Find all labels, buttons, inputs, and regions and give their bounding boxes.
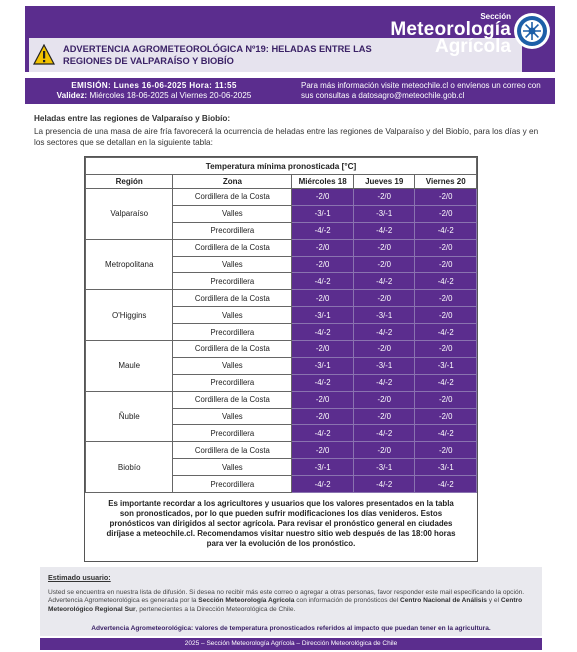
table-header-cell: Miércoles 18 (292, 175, 354, 189)
temperature-cell: -2/0 (292, 239, 354, 256)
temperature-cell: -4/-2 (292, 476, 354, 493)
temperature-cell: -2/0 (292, 290, 354, 307)
contact-info: Para más información visite meteochile.cl o envíenos un correo con sus consultas a datosagro@meteochile.gob.cl (301, 81, 541, 100)
hora-value: 11:55 (214, 81, 237, 90)
table-header-cell: Jueves 19 (353, 175, 415, 189)
brand-name: Meteorología (390, 19, 511, 40)
zone-cell: Cordillera de la Costa (173, 341, 292, 358)
zone-cell: Precordillera (173, 273, 292, 290)
region-cell: Maule (86, 341, 173, 392)
validez-label: Validez: (56, 91, 88, 100)
temperature-cell: -3/-1 (353, 205, 415, 222)
temperature-cell: -2/0 (292, 408, 354, 425)
temperature-cell: -2/0 (415, 442, 477, 459)
zone-cell: Cordillera de la Costa (173, 239, 292, 256)
region-cell: Biobío (86, 442, 173, 493)
table-row (86, 239, 477, 256)
hora-label: Hora: (189, 81, 213, 90)
temperature-cell: -3/-1 (353, 307, 415, 324)
table-row (86, 290, 477, 307)
table-row (86, 391, 477, 408)
temperature-cell: -2/0 (353, 391, 415, 408)
emission-bar (25, 78, 555, 104)
table-caption: Temperatura mínima pronosticada [°C] (86, 158, 477, 175)
temperature-cell: -2/0 (353, 239, 415, 256)
zone-cell: Valles (173, 459, 292, 476)
temperature-cell: -4/-2 (353, 273, 415, 290)
emision-value: Lunes 16-06-2025 (113, 81, 187, 90)
temperature-cell: -2/0 (353, 341, 415, 358)
advisory-title: ADVERTENCIA AGROMETEOROLÓGICA Nº19: HELADAS ENTRE LAS REGIONES DE VALPARAÍSO Y BIOBÍO (63, 44, 372, 66)
zone-cell: Cordillera de la Costa (173, 391, 292, 408)
footer-note: Advertencia Agrometeorológica: valores de temperatura pronosticados referidos al impacto que puedan tener en la agricultura. (91, 625, 491, 632)
temperature-cell: -2/0 (353, 408, 415, 425)
intro-text: La presencia de una masa de aire fría favorecerá la ocurrencia de heladas entre las regiones de Valparaíso y del Biobío, para los días y en los sectores que se detallan en la siguiente tabla: (34, 127, 539, 147)
temperature-cell: -2/0 (415, 341, 477, 358)
emision-label: EMISIÓN: (71, 81, 111, 90)
temperature-cell: -4/-2 (292, 273, 354, 290)
zone-cell: Valles (173, 205, 292, 222)
dmc-logo-icon (513, 12, 551, 50)
temperature-cell: -4/-2 (415, 374, 477, 391)
zone-cell: Precordillera (173, 324, 292, 341)
emission-info (25, 78, 275, 104)
temperature-cell: -4/-2 (353, 425, 415, 442)
temperature-cell: -2/0 (415, 239, 477, 256)
zone-cell: Valles (173, 357, 292, 374)
brand-wordmark (390, 12, 511, 55)
region-cell: Ñuble (86, 391, 173, 442)
temperature-cell: -3/-1 (353, 357, 415, 374)
zone-cell: Cordillera de la Costa (173, 442, 292, 459)
brand-top: Sección (480, 12, 511, 21)
footer-box (40, 567, 542, 636)
temperature-cell: -3/-1 (292, 459, 354, 476)
header-band (25, 6, 555, 72)
temperature-cell: -4/-2 (292, 374, 354, 391)
temperature-cell: -2/0 (415, 189, 477, 206)
temperature-cell: -2/0 (353, 256, 415, 273)
table-header-cell: Zona (173, 175, 292, 189)
table-header-cell: Región (86, 175, 173, 189)
temperature-cell: -4/-2 (415, 273, 477, 290)
temperature-cell: -4/-2 (415, 222, 477, 239)
temperature-cell: -2/0 (415, 290, 477, 307)
temperature-cell: -4/-2 (353, 374, 415, 391)
temperature-cell: -4/-2 (353, 222, 415, 239)
zone-cell: Cordillera de la Costa (173, 189, 292, 206)
brand-sub: Agrícola (434, 36, 511, 57)
forecast-table (85, 157, 477, 493)
footer-text: Usted se encuentra en nuestra lista de difusión. Si desea no recibir más este correo o agregar a otras personas, favor responder este mail especificando la opción. Advertencia Agrometeorológica es generada por la Sección Meteorología Agrícola con información de pronósticos del Centro Nacional de Análisis y el Centro Meteorológico Regional Sur, pertenecientes a la Dirección Meteorológica de Chile. (48, 589, 525, 613)
table-row (86, 341, 477, 358)
temperature-cell: -4/-2 (292, 222, 354, 239)
temperature-cell: -4/-2 (353, 324, 415, 341)
table-row (86, 442, 477, 459)
zone-cell: Precordillera (173, 476, 292, 493)
zone-cell: Valles (173, 256, 292, 273)
intro-title: Heladas entre las regiones de Valparaíso y Biobío: (34, 114, 231, 123)
temperature-cell: -2/0 (292, 391, 354, 408)
temperature-cell: -4/-2 (292, 324, 354, 341)
temperature-cell: -3/-1 (292, 205, 354, 222)
temperature-cell: -2/0 (415, 391, 477, 408)
table-row (86, 189, 477, 206)
temperature-cell: -2/0 (292, 256, 354, 273)
temperature-cell: -4/-2 (415, 425, 477, 442)
table-header-cell: Viernes 20 (415, 175, 477, 189)
temperature-cell: -3/-1 (353, 459, 415, 476)
temperature-cell: -2/0 (292, 442, 354, 459)
zone-cell: Precordillera (173, 222, 292, 239)
zone-cell: Precordillera (173, 374, 292, 391)
region-cell: Metropolitana (86, 239, 173, 290)
temperature-cell: -4/-2 (415, 324, 477, 341)
temperature-cell: -2/0 (353, 290, 415, 307)
temperature-cell: -3/-1 (415, 459, 477, 476)
zone-cell: Valles (173, 307, 292, 324)
validez-value: Miércoles 18-06-2025 al Viernes 20-06-2025 (89, 91, 252, 100)
zone-cell: Precordillera (173, 425, 292, 442)
footer-title: Estimado usuario: (48, 573, 111, 582)
forecast-note: Es importante recordar a los agricultores y usuarios que los valores presentados en la tabla son pronosticados, por lo que pueden sufrir modificaciones los días venideros. Estos pronósticos van dirigidos al sector agrícola. Para revisar el pronóstico general en ciudades diríjase a meteochile.cl. Recomendamos visitar nuestro sitio web después de las 18:00 horas para ver la evolución de los pronóstico. (106, 499, 456, 549)
temperature-cell: -3/-1 (415, 357, 477, 374)
temperature-cell: -2/0 (292, 341, 354, 358)
temperature-cell: -2/0 (415, 408, 477, 425)
bottom-bar: 2025 – Sección Meteorología Agrícola – Dirección Meteorológica de Chile (40, 638, 542, 650)
temperature-cell: -4/-2 (353, 476, 415, 493)
temperature-cell: -2/0 (353, 442, 415, 459)
temperature-cell: -3/-1 (292, 307, 354, 324)
region-cell: O'Higgins (86, 290, 173, 341)
region-cell: Valparaíso (86, 189, 173, 240)
temperature-cell: -2/0 (353, 189, 415, 206)
temperature-cell: -3/-1 (292, 357, 354, 374)
temperature-cell: -2/0 (415, 205, 477, 222)
temperature-cell: -4/-2 (292, 425, 354, 442)
zone-cell: Cordillera de la Costa (173, 290, 292, 307)
forecast-table-box (84, 156, 478, 562)
temperature-cell: -4/-2 (415, 476, 477, 493)
temperature-cell: -2/0 (292, 189, 354, 206)
temperature-cell: -2/0 (415, 256, 477, 273)
warning-triangle-icon (33, 44, 55, 66)
zone-cell: Valles (173, 408, 292, 425)
temperature-cell: -2/0 (415, 307, 477, 324)
